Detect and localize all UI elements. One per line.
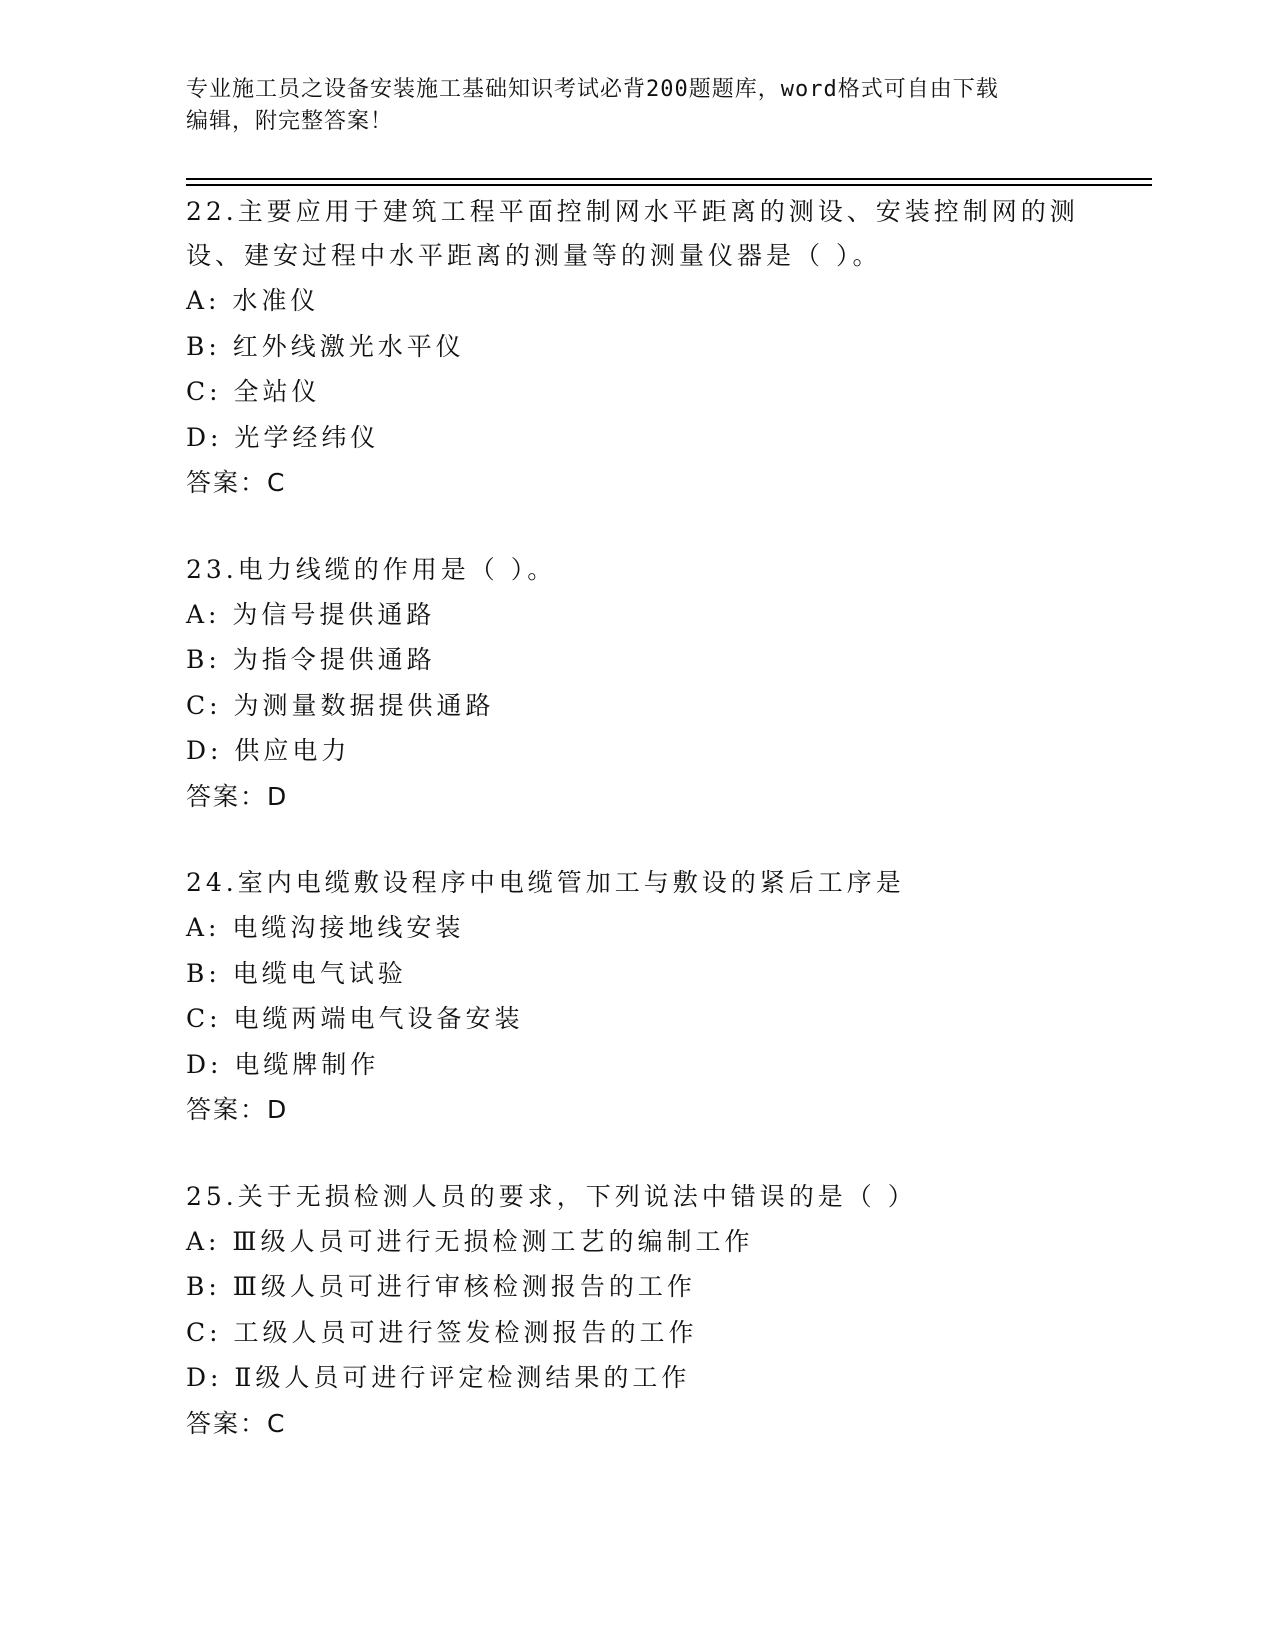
option-c: C: 电缆两端电气设备安装 <box>186 1004 524 1033</box>
option-a: A: Ⅲ级人员可进行无损检测工艺的编制工作 <box>186 1226 754 1256</box>
option-a: A: 电缆沟接地线安装 <box>186 913 465 942</box>
answer: 答案：C <box>186 468 287 497</box>
answer: 答案：D <box>186 781 289 811</box>
question-22 <box>186 190 1086 506</box>
option-c: C: 全站仪 <box>186 377 321 406</box>
option-d: D: 光学经纬仪 <box>186 422 380 452</box>
answer: 答案：D <box>186 1095 289 1124</box>
question-list <box>186 190 1086 1488</box>
header-divider-bottom <box>186 184 1152 186</box>
question-stem-continued: 设、建安过程中水平距离的测量等的测量仪器是（ ）。 <box>186 241 882 270</box>
option-a: A: 为信号提供通路 <box>186 599 436 629</box>
option-c: C: 工级人员可进行签发检测报告的工作 <box>186 1317 698 1347</box>
option-d: D: Ⅱ级人员可进行评定检测结果的工作 <box>186 1363 691 1392</box>
question-25 <box>186 1175 1086 1447</box>
question-stem: 23.电力线缆的作用是（ ）。 <box>186 554 557 584</box>
option-b: B: 电缆电气试验 <box>186 958 407 988</box>
header-title-line-2: 编辑，附完整答案！ <box>186 109 394 134</box>
option-b: B: Ⅲ级人员可进行审核检测报告的工作 <box>186 1272 696 1301</box>
question-stem: 25.关于无损检测人员的要求，下列说法中错误的是（ ） <box>186 1181 917 1211</box>
question-stem: 22.主要应用于建筑工程平面控制网水平距离的测设、安装控制网的测 <box>186 197 1079 226</box>
option-d: D: 电缆牌制作 <box>186 1049 380 1079</box>
question-stem: 24.室内电缆敷设程序中电缆管加工与敷设的紧后工序是 <box>186 868 905 897</box>
header-title-line-1: 专业施工员之设备安装施工基础知识考试必背200题题库，word格式可自由下载 <box>186 77 999 102</box>
option-a: A: 水准仪 <box>186 286 320 315</box>
option-b: B: 为指令提供通路 <box>186 645 436 674</box>
header-divider-top <box>186 178 1152 180</box>
question-23 <box>186 548 1086 820</box>
option-d: D: 供应电力 <box>186 736 351 765</box>
document-header <box>186 74 1086 138</box>
answer: 答案：C <box>186 1408 287 1438</box>
option-c: C: 为测量数据提供通路 <box>186 690 495 720</box>
question-24 <box>186 861 1086 1133</box>
option-b: B: 红外线激光水平仪 <box>186 331 465 361</box>
